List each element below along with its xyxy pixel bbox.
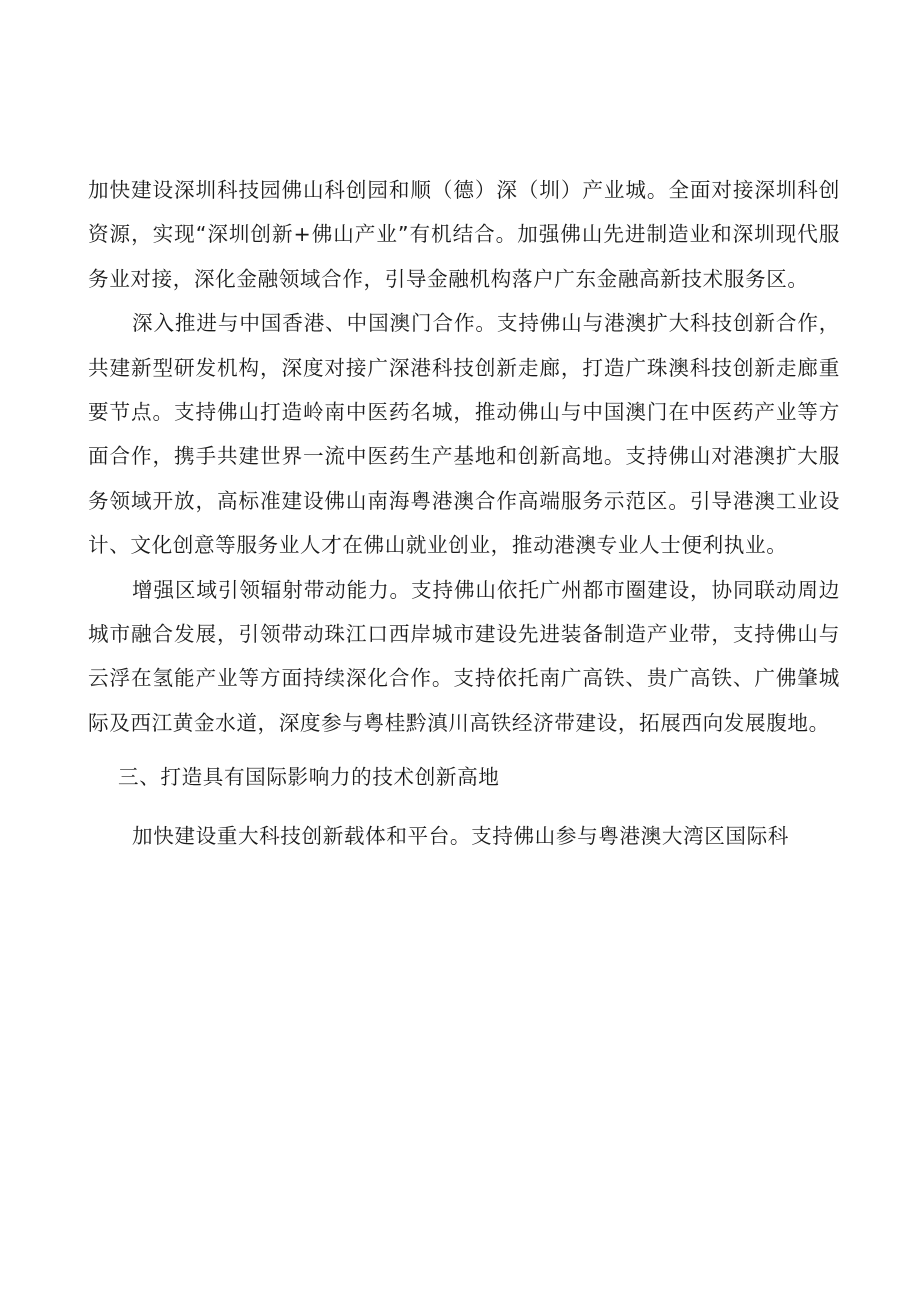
paragraph-shenzhen-cooperation: 加快建设深圳科技园佛山科创园和顺（德）深（圳）产业城。全面对接深圳科创资源，实现“深圳创新+佛山产业”有机结合。加强佛山先进制造业和深圳现代服务业对接，深化金融领域合作，引导金融机构落户广东金融高新技术服务区。: [88, 178, 840, 291]
paragraph-regional-leadership: 增强区域引领辐射带动能力。支持佛山依托广州都市圈建设，协同联动周边城市融合发展，引领带动珠江口西岸城市建设先进装备制造产业带，支持佛山与云浮在氢能产业等方面持续深化合作。支持依托南广高铁、贵广高铁、广佛肇城际及西江黄金水道，深度参与粤桂黔滇川高铁经济带建设，拓展西向发展腹地。: [88, 577, 840, 735]
paragraph-hongkong-macao-cooperation: 深入推进与中国香港、中国澳门合作。支持佛山与港澳扩大科技创新合作，共建新型研发机构，深度对接广深港科技创新走廊，打造广珠澳科技创新走廊重要节点。支持佛山打造岭南中医药名城，推动佛山与中国澳门在中医药产业等方面合作，携手共建世界一流中医药生产基地和创新高地。支持佛山对港澳扩大服务领域开放，高标准建设佛山南海粤港澳合作高端服务示范区。引导港澳工业设计、文化创意等服务业人才在佛山就业创业，推动港澳专业人士便利执业。: [88, 311, 840, 558]
document-body: [88, 168, 840, 858]
paragraph-innovation-platforms: 加快建设重大科技创新载体和平台。支持佛山参与粤港澳大湾区国际科: [132, 823, 790, 848]
section-heading: 三、打造具有国际影响力的技术创新高地: [118, 765, 500, 790]
